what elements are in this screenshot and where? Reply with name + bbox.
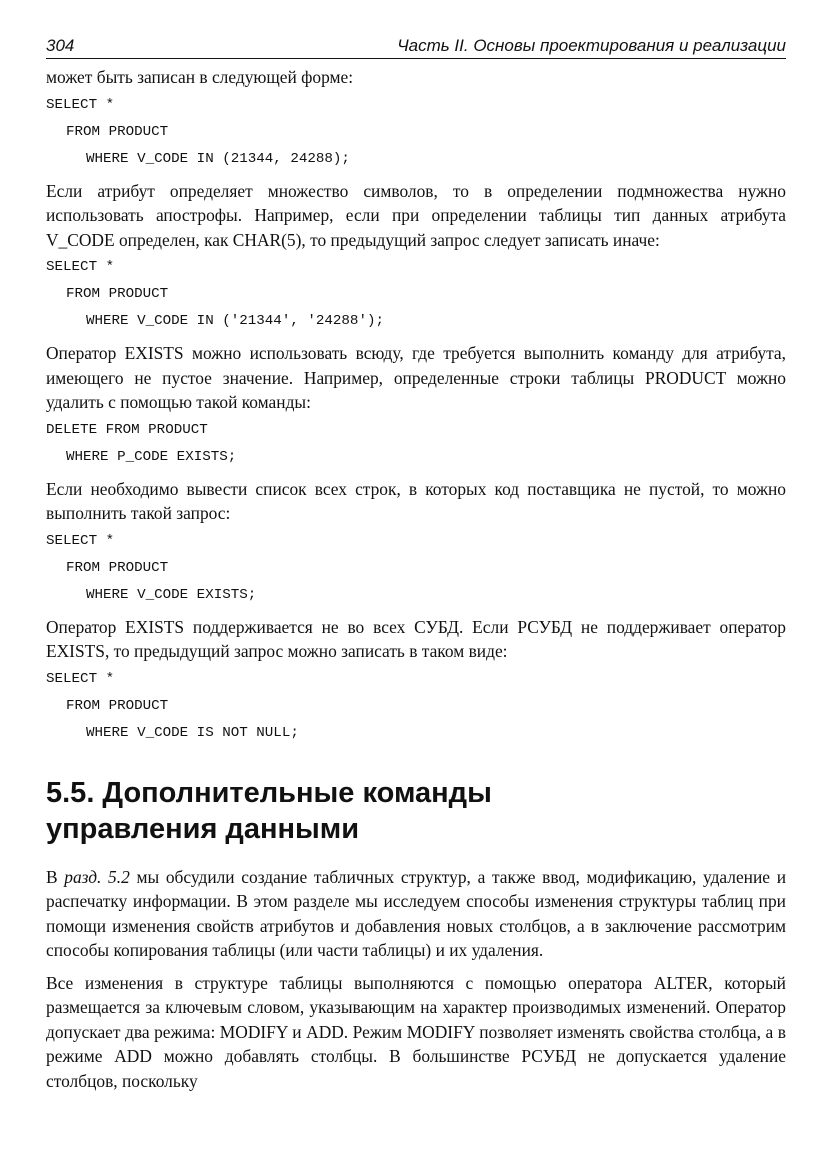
code-line: FROM PRODUCT bbox=[66, 123, 169, 140]
code-line: SELECT * bbox=[46, 96, 115, 113]
code-block-3 bbox=[46, 417, 786, 471]
code-line: WHERE V_CODE IN (21344, 24288); bbox=[86, 150, 350, 167]
code-line: FROM PRODUCT bbox=[66, 286, 169, 302]
code-block-2 bbox=[46, 254, 786, 335]
running-title: Часть II. Основы проектирования и реализации bbox=[397, 36, 786, 55]
code-line: WHERE V_CODE IS NOT NULL; bbox=[86, 724, 299, 741]
code-line: SELECT * bbox=[46, 670, 115, 687]
section-title-line-2: управления данными bbox=[46, 812, 360, 845]
paragraph-list-rows: Если необходимо вывести список всех строк, в которых код поставщика не пустой, то можно выполнить такой запрос: bbox=[46, 478, 786, 523]
code-line: WHERE V_CODE EXISTS; bbox=[86, 586, 257, 603]
paragraph-alter: Все изменения в структуре таблицы выполняются с помощью оператора ALTER, который размещается за ключевым словом, указывающим на характер производимых изменений. Оператор допускает два режима: MODIFY и ADD. Режим MODIFY позволяет изменять свойства столбца, а в режиме ADD можно добавлять столбцы. В большинстве РСУБД не допускается удаление столбцов, поскольку bbox=[46, 972, 786, 1091]
code-line: WHERE P_CODE EXISTS; bbox=[66, 448, 237, 465]
paragraph-exists: Оператор EXISTS можно использовать всюду, где требуется выполнить команду для атрибута, имеющего не пустое значение. Например, определенные строки таблицы PRODUCT можно удалить с помощью такой команды: bbox=[46, 343, 786, 412]
page-number: 304 bbox=[46, 36, 75, 55]
code-line: SELECT * bbox=[46, 259, 115, 275]
paragraph-exists-support: Оператор EXISTS поддерживается не во всех СУБД. Если РСУБД не поддерживает оператор EXISTS, то предыдущий запрос можно записать в таком виде: bbox=[46, 616, 786, 661]
code-block-4 bbox=[46, 528, 786, 609]
section-reference: разд. 5.2 bbox=[64, 866, 130, 887]
code-line: SELECT * bbox=[46, 532, 115, 549]
paragraph-apostrophes: Если атрибут определяет множество символов, то в определении подмножества нужно использовать апострофы. Например, если при определении таблицы тип данных атрибута V_CODE определен, как CHAR(5), то предыдущий запрос следует записать иначе: bbox=[46, 180, 786, 250]
section-heading bbox=[46, 775, 786, 847]
paragraph-section-intro bbox=[46, 865, 786, 963]
code-line: FROM PRODUCT bbox=[66, 559, 169, 576]
code-line: FROM PRODUCT bbox=[66, 697, 169, 714]
running-header bbox=[46, 30, 786, 59]
text-run: мы обсудили создание табличных структур, а также ввод, модификацию, удаление и распечатку информации. В этом разделе мы исследуем способы изменения структуры таблиц при помощи изменения свойств атрибутов и добавления новых столбцов, а в заключение рассмотрим способы копирования таблицы (или части таблицы) и их удаления. bbox=[46, 866, 786, 960]
text-run: В bbox=[46, 866, 65, 887]
paragraph-intro: может быть записан в следующей форме: bbox=[46, 67, 354, 87]
page bbox=[46, 30, 786, 1093]
section-title-line-1: 5.5. Дополнительные команды bbox=[46, 776, 492, 809]
code-line: DELETE FROM PRODUCT bbox=[46, 421, 208, 438]
code-line: WHERE V_CODE IN ('21344', '24288'); bbox=[86, 313, 384, 329]
code-block-5 bbox=[46, 666, 786, 747]
code-block-1 bbox=[46, 92, 786, 173]
